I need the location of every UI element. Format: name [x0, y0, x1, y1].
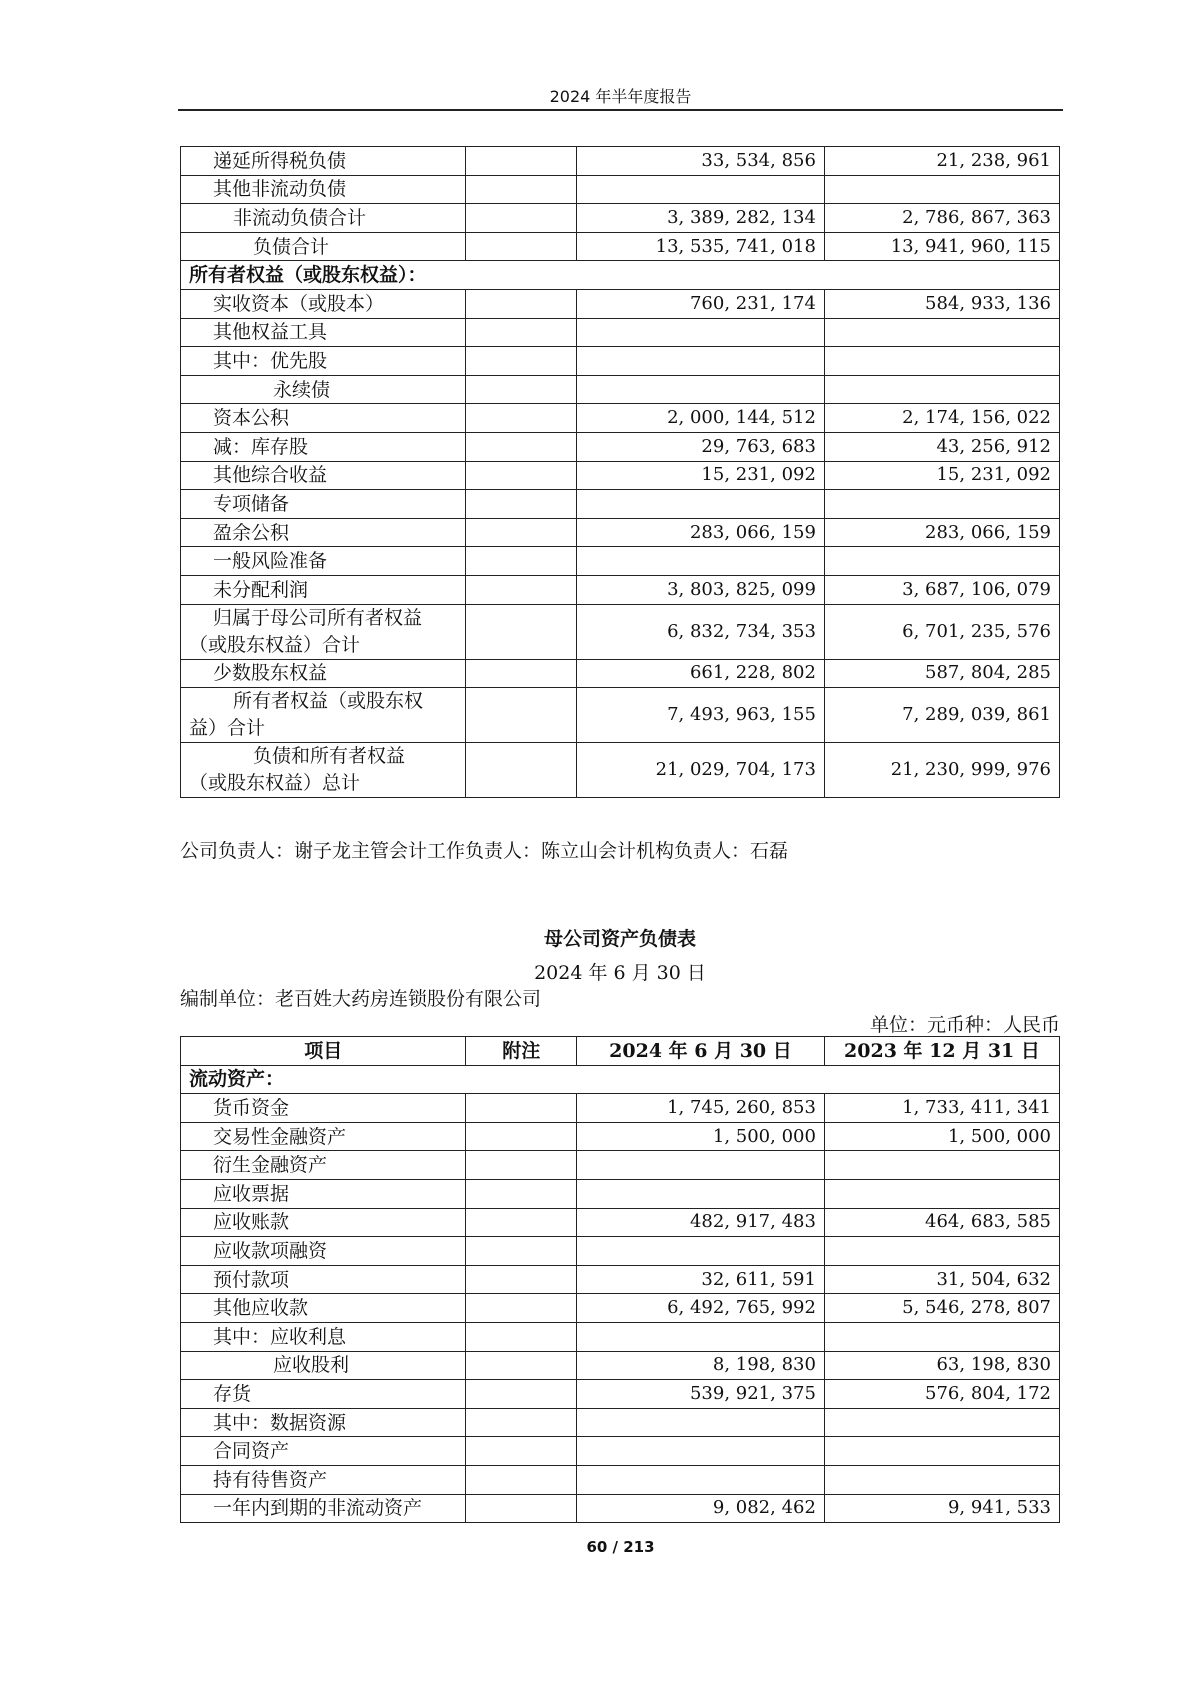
- row-current-value: 283, 066, 159: [577, 518, 825, 547]
- row-label-line1: 所有者权益（或股东权: [233, 690, 424, 713]
- row-prior-value: 2, 786, 867, 363: [824, 204, 1059, 233]
- table-row: [181, 347, 1060, 376]
- table-row: [181, 1351, 1060, 1380]
- page-number: 60 / 213: [586, 1538, 655, 1556]
- row-label: 其他应收款: [181, 1294, 466, 1323]
- table-row: [181, 547, 1060, 576]
- row-prior-value: [824, 547, 1059, 576]
- row-label: 其他非流动负债: [181, 175, 466, 204]
- row-current-value: 1, 500, 000: [577, 1122, 825, 1151]
- row-current-value: 29, 763, 683: [577, 432, 825, 461]
- report-header: 2024 年半年度报告: [549, 87, 692, 106]
- row-note: [466, 1322, 577, 1351]
- row-label-line2: （或股东权益）总计: [189, 772, 361, 795]
- currency-unit: 单位：元币种：人民币: [869, 1014, 1060, 1036]
- table-row: [181, 1437, 1060, 1466]
- row-label: 应收账款: [181, 1208, 466, 1237]
- table-row: [181, 175, 1060, 204]
- row-note: [466, 289, 577, 318]
- row-label: 递延所得税负债: [181, 147, 466, 176]
- row-label-line2: （或股东权益）合计: [189, 633, 361, 656]
- row-note: [466, 1151, 577, 1180]
- row-prior-value: [824, 1437, 1059, 1466]
- table-row: [181, 1380, 1060, 1409]
- row-current-value: [577, 490, 825, 519]
- row-note: [466, 659, 577, 688]
- row-current-value: 13, 535, 741, 018: [577, 232, 825, 261]
- row-current-value: [577, 1465, 825, 1494]
- table-row: [181, 1322, 1060, 1351]
- row-label: 存货: [181, 1380, 466, 1409]
- row-label: 其中：数据资源: [181, 1408, 466, 1437]
- table-row: [181, 1237, 1060, 1266]
- row-current-value: 1, 745, 260, 853: [577, 1094, 825, 1123]
- row-current-value: 3, 389, 282, 134: [577, 204, 825, 233]
- row-prior-value: 1, 500, 000: [824, 1122, 1059, 1151]
- row-note: [466, 1265, 577, 1294]
- row-label: 盈余公积: [181, 518, 466, 547]
- row-current-value: [577, 1437, 825, 1466]
- row-note: [466, 1351, 577, 1380]
- row-label: 其中：优先股: [181, 347, 466, 376]
- row-label: 专项储备: [181, 490, 466, 519]
- row-label: 合同资产: [181, 1437, 466, 1466]
- table-row: [181, 518, 1060, 547]
- section-label: 流动资产：: [181, 1065, 1060, 1094]
- row-current-value: [577, 375, 825, 404]
- table-row: [181, 404, 1060, 433]
- table-row: [181, 743, 1060, 798]
- row-current-value: [577, 1151, 825, 1180]
- row-current-value: 15, 231, 092: [577, 461, 825, 490]
- row-note: [466, 1094, 577, 1123]
- row-current-value: 32, 611, 591: [577, 1265, 825, 1294]
- row-note: [466, 547, 577, 576]
- row-prior-value: 587, 804, 285: [824, 659, 1059, 688]
- row-note: [466, 147, 577, 176]
- row-note: [466, 432, 577, 461]
- statement-title: 母公司资产负债表: [543, 928, 696, 950]
- row-label: [181, 604, 466, 659]
- row-note: [466, 204, 577, 233]
- row-prior-value: 43, 256, 912: [824, 432, 1059, 461]
- row-note: [466, 688, 577, 743]
- row-note: [466, 1122, 577, 1151]
- row-label: 应收款项融资: [181, 1237, 466, 1266]
- row-prior-value: [824, 1237, 1059, 1266]
- row-prior-value: 576, 804, 172: [824, 1380, 1059, 1409]
- row-label: 减：库存股: [181, 432, 466, 461]
- table-row: [181, 575, 1060, 604]
- row-label: 少数股东权益: [181, 659, 466, 688]
- row-current-value: 3, 803, 825, 099: [577, 575, 825, 604]
- table-row: [181, 1494, 1060, 1523]
- header-item: 项目: [181, 1037, 466, 1066]
- row-prior-value: 584, 933, 136: [824, 289, 1059, 318]
- table-row: [181, 375, 1060, 404]
- row-current-value: [577, 1322, 825, 1351]
- table-row: [181, 1094, 1060, 1123]
- table-row: [181, 659, 1060, 688]
- row-label: 非流动负债合计: [181, 204, 466, 233]
- row-label: 衍生金融资产: [181, 1151, 466, 1180]
- row-note: [466, 1437, 577, 1466]
- row-current-value: 9, 082, 462: [577, 1494, 825, 1523]
- row-note: [466, 175, 577, 204]
- row-current-value: 7, 493, 963, 155: [577, 688, 825, 743]
- row-label: 应收票据: [181, 1179, 466, 1208]
- row-label: 未分配利润: [181, 575, 466, 604]
- row-prior-value: 283, 066, 159: [824, 518, 1059, 547]
- row-current-value: [577, 1408, 825, 1437]
- row-prior-value: [824, 1408, 1059, 1437]
- row-label: 交易性金融资产: [181, 1122, 466, 1151]
- row-label-line1: 负债和所有者权益: [253, 745, 406, 768]
- row-note: [466, 347, 577, 376]
- row-current-value: [577, 1237, 825, 1266]
- signatures-line: 公司负责人：谢子龙主管会计工作负责人：陈立山会计机构负责人：石磊: [180, 840, 789, 862]
- table-row: [181, 1294, 1060, 1323]
- row-note: [466, 518, 577, 547]
- row-note: [466, 1408, 577, 1437]
- table-row: [181, 1465, 1060, 1494]
- row-prior-value: [824, 1322, 1059, 1351]
- row-prior-value: [824, 490, 1059, 519]
- table-row: [181, 432, 1060, 461]
- row-label: [181, 743, 466, 798]
- row-label: 一年内到期的非流动资产: [181, 1494, 466, 1523]
- table-row: [181, 147, 1060, 176]
- row-current-value: 539, 921, 375: [577, 1380, 825, 1409]
- row-current-value: [577, 318, 825, 347]
- table-row: [181, 318, 1060, 347]
- balance-sheet-continuation-table: [180, 146, 1060, 798]
- row-note: [466, 232, 577, 261]
- row-label: 其他权益工具: [181, 318, 466, 347]
- section-row: [181, 1065, 1060, 1094]
- header-rule: [178, 109, 1063, 111]
- row-note: [466, 375, 577, 404]
- row-current-value: [577, 347, 825, 376]
- row-label: 持有待售资产: [181, 1465, 466, 1494]
- row-prior-value: [824, 318, 1059, 347]
- row-current-value: 760, 231, 174: [577, 289, 825, 318]
- row-prior-value: 63, 198, 830: [824, 1351, 1059, 1380]
- row-label: 应收股利: [181, 1351, 466, 1380]
- row-prior-value: [824, 1151, 1059, 1180]
- table-row: [181, 289, 1060, 318]
- row-prior-value: 15, 231, 092: [824, 461, 1059, 490]
- row-label: 其他综合收益: [181, 461, 466, 490]
- row-label: 一般风险准备: [181, 547, 466, 576]
- row-note: [466, 1294, 577, 1323]
- row-prior-value: 7, 289, 039, 861: [824, 688, 1059, 743]
- row-current-value: 21, 029, 704, 173: [577, 743, 825, 798]
- row-label: 实收资本（或股本）: [181, 289, 466, 318]
- table-row: [181, 232, 1060, 261]
- row-current-value: 6, 832, 734, 353: [577, 604, 825, 659]
- row-note: [466, 1494, 577, 1523]
- table-row: [181, 604, 1060, 659]
- row-prior-value: 2, 174, 156, 022: [824, 404, 1059, 433]
- table-row: [181, 204, 1060, 233]
- table-row: [181, 1122, 1060, 1151]
- row-prior-value: [824, 175, 1059, 204]
- table-row: [181, 490, 1060, 519]
- row-prior-value: 21, 238, 961: [824, 147, 1059, 176]
- row-label: 预付款项: [181, 1265, 466, 1294]
- row-label: 其中：应收利息: [181, 1322, 466, 1351]
- row-prior-value: 464, 683, 585: [824, 1208, 1059, 1237]
- row-current-value: 6, 492, 765, 992: [577, 1294, 825, 1323]
- row-label-line2: 益）合计: [189, 717, 266, 740]
- section-row: [181, 261, 1060, 290]
- row-note: [466, 1237, 577, 1266]
- row-current-value: [577, 1179, 825, 1208]
- row-note: [466, 461, 577, 490]
- row-current-value: 482, 917, 483: [577, 1208, 825, 1237]
- row-note: [466, 318, 577, 347]
- row-prior-value: 1, 733, 411, 341: [824, 1094, 1059, 1123]
- prepared-by: 编制单位：老百姓大药房连锁股份有限公司: [180, 988, 542, 1010]
- statement-date: 2024 年 6 月 30 日: [534, 962, 706, 984]
- row-current-value: 8, 198, 830: [577, 1351, 825, 1380]
- row-prior-value: [824, 1465, 1059, 1494]
- row-label: 永续债: [181, 375, 466, 404]
- row-prior-value: 9, 941, 533: [824, 1494, 1059, 1523]
- section-label: 所有者权益（或股东权益）：: [181, 261, 1060, 290]
- row-prior-value: 6, 701, 235, 576: [824, 604, 1059, 659]
- row-note: [466, 1380, 577, 1409]
- row-label: 货币资金: [181, 1094, 466, 1123]
- row-note: [466, 1179, 577, 1208]
- header-current-date: 2024 年 6 月 30 日: [577, 1037, 825, 1066]
- row-note: [466, 743, 577, 798]
- row-current-value: 33, 534, 856: [577, 147, 825, 176]
- row-prior-value: 3, 687, 106, 079: [824, 575, 1059, 604]
- header-note: 附注: [466, 1037, 577, 1066]
- row-label-line1: 归属于母公司所有者权益: [213, 606, 423, 629]
- row-note: [466, 575, 577, 604]
- row-prior-value: 13, 941, 960, 115: [824, 232, 1059, 261]
- row-current-value: [577, 175, 825, 204]
- row-label: [181, 688, 466, 743]
- row-prior-value: 21, 230, 999, 976: [824, 743, 1059, 798]
- table-row: [181, 461, 1060, 490]
- row-note: [466, 404, 577, 433]
- row-label: 资本公积: [181, 404, 466, 433]
- table-header-row: [181, 1037, 1060, 1066]
- table-row: [181, 1151, 1060, 1180]
- row-note: [466, 490, 577, 519]
- row-note: [466, 1465, 577, 1494]
- row-current-value: 2, 000, 144, 512: [577, 404, 825, 433]
- row-current-value: [577, 547, 825, 576]
- table-row: [181, 1208, 1060, 1237]
- row-current-value: 661, 228, 802: [577, 659, 825, 688]
- table-row: [181, 1408, 1060, 1437]
- row-prior-value: [824, 347, 1059, 376]
- row-note: [466, 1208, 577, 1237]
- parent-balance-sheet-table: [180, 1036, 1060, 1523]
- row-prior-value: 31, 504, 632: [824, 1265, 1059, 1294]
- table-row: [181, 1179, 1060, 1208]
- table-row: [181, 688, 1060, 743]
- row-prior-value: [824, 375, 1059, 404]
- header-prior-date: 2023 年 12 月 31 日: [824, 1037, 1059, 1066]
- row-prior-value: 5, 546, 278, 807: [824, 1294, 1059, 1323]
- row-label: 负债合计: [181, 232, 466, 261]
- table-row: [181, 1265, 1060, 1294]
- row-prior-value: [824, 1179, 1059, 1208]
- row-note: [466, 604, 577, 659]
